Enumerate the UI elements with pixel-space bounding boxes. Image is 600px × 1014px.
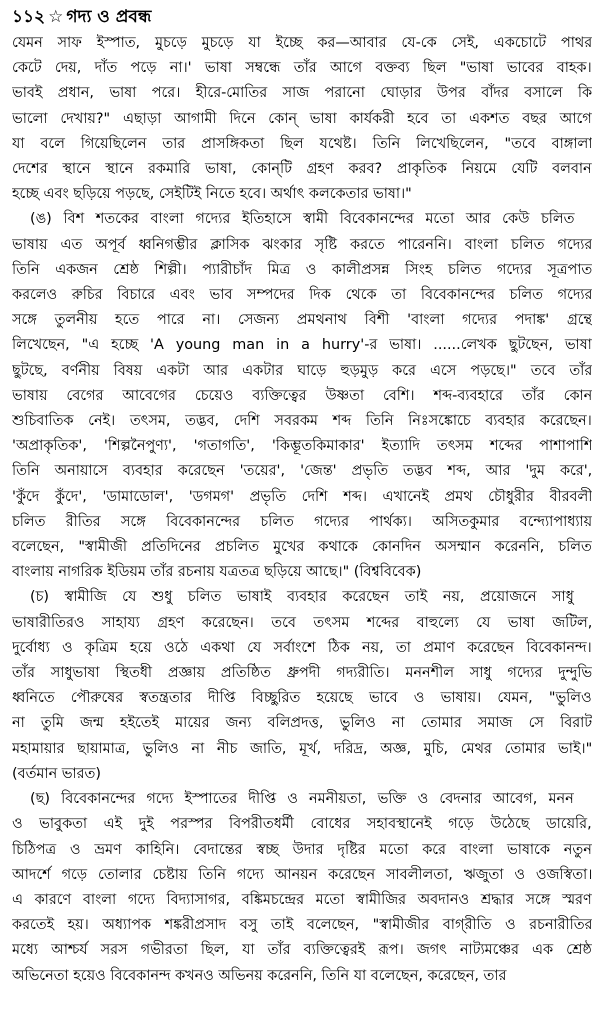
text-line: আদর্শে গড়ে তোলার চেষ্টায় তিনি গদ্যে আনয়ন করেছেন সাবলীলতা, ঋজুতা ও ওজস্বিতা। bbox=[12, 866, 592, 883]
star-ornament: ☆ bbox=[48, 7, 64, 27]
paragraph-p3 bbox=[12, 787, 592, 989]
text-line: ছুটছে, বর্ণনীয় বিষয় একটা আর একটার ঘাড়ে হুড়মুড় করে এসে পড়ছে।" তবে তাঁর bbox=[12, 362, 592, 379]
text-line: বাংলায় নাগরিক ইডিয়ম তাঁর রচনায় যত্রতত্র ছড়িয়ে আছে।" (বিশ্ববিবেক) bbox=[12, 564, 422, 581]
text-line: বলেছেন, "স্বামীজী প্রতিদিনের প্রচলিত মুখের কথাকে কোনদিন অসম্মান করেননি, চলিত bbox=[12, 539, 592, 556]
text-line: করতেই হয়। অধ্যাপক শঙ্করীপ্রসাদ বসু তাই বলেছেন, "স্বামীজীর বাগ্‌রীতি ও রচনারীতির bbox=[12, 917, 592, 934]
text-line: ভাষায় এত অপূর্ব ধ্বনিগম্ভীর ক্লাসিক ঝংকার সৃষ্টি করতে পারেননি। বাংলা চলিত গদ্যের bbox=[12, 236, 592, 253]
text-line: যা বলে গিয়েছিলেন তার প্রাসঙ্গিকতা ছিল যথেষ্ট। তিনি লিখেছিলেন, "তবে বাঙ্গালা bbox=[12, 135, 592, 152]
text-line: তাঁর সাধুভাষা স্থিতধী প্রজ্ঞায় প্রতিষ্ঠিত ধ্রুপদী গদ্যরীতি। মননশীল সাধু গদ্যের দুন্দুভি bbox=[12, 665, 592, 682]
paragraph-p0 bbox=[12, 31, 592, 207]
text-line: ধ্বনিতে পৌরুষের স্বতন্ত্রতার দীপ্তি বিচ্ছুরিত হয়েছে ভাবে ও ভাষায়। যেমন, "ভুলিও bbox=[12, 690, 592, 707]
text-line: চিঠিপত্র ও ভ্রমণ কাহিনি। বেদান্তের স্বচ্ছ উদার দৃষ্টির মতো করে বাংলা ভাষাকে নতুন bbox=[12, 841, 592, 858]
text-line: ভাষায় বেগের আবেগের চেয়েও ব্যক্তিত্বের উষ্ণতা বেশি। শব্দ-ব্যবহারে তাঁর কোন bbox=[12, 387, 592, 404]
text-line: ও ভাবুকতা এই দুই পরস্পর বিপরীতধর্মী বোধের সহাবস্থানেই গড়ে উঠেছে ডায়েরি, bbox=[12, 816, 592, 833]
text-line: তিনি একজন শ্রেষ্ঠ শিল্পী। প্যারীচাঁদ মিত্র ও কালীপ্রসন্ন সিংহ চলিত গদ্যের সূত্রপাত bbox=[12, 261, 592, 278]
paragraph-p1 bbox=[12, 207, 592, 585]
text-line: ভাষারীতিরও সাহায্য গ্রহণ করেছেন। তবে তৎসম শব্দের বাহুল্যে যে ভাষা জটিল, bbox=[12, 614, 592, 631]
text-line: মধ্যে আশ্চর্য সরস গভীরতা ছিল, যা তাঁর ব্যক্তিত্বেরই রূপ। জগৎ নাট্যমঞ্চের এক শ্রেষ্ঠ bbox=[12, 942, 592, 959]
text-line: করলেও রুচির বিচারে এবং ভাব সম্পদের দিক থেকে তা বিবেকানন্দের চলিত গদ্যের bbox=[12, 287, 592, 304]
text-line: এ কারণে বাংলা গদ্যে বিদ্যাসাগর, বঙ্কিমচন্দ্রের মতো স্বামীজির অবদানও শ্রদ্ধার সঙ্গে স্মরণ bbox=[12, 891, 592, 908]
text-line: অভিনেতা হয়েও বিবেকানন্দ কখনও অভিনয় করেননি, তিনি যা বলেছেন, করেছেন, তার bbox=[12, 967, 507, 984]
text-line: (ঙ) বিশ শতকের বাংলা গদ্যের ইতিহাসে স্বামী বিবেকানন্দের মতো আর কেউ চলিত bbox=[30, 211, 575, 228]
book-title: গদ্য ও প্রবন্ধ bbox=[66, 7, 152, 27]
text-line: (বর্তমান ভারত) bbox=[12, 765, 101, 782]
text-line: (চ) স্বামীজি যে শুধু চলিত ভাষাই ব্যবহার করেছেন তাই নয়, প্রয়োজনে সাধু bbox=[30, 589, 574, 606]
text-line: (ছ) বিবেকানন্দের গদ্যে ইস্পাতের দীপ্তি ও নমনীয়তা, ভক্তি ও বেদনার আবেগ, মনন bbox=[30, 791, 574, 808]
text-line: 'অপ্রাকৃতিক', 'শিল্পনৈপুণ্য', 'গতাগতি', 'কিম্ভূতকিমাকার' ইত্যাদি তৎসম শব্দের পাশাপাশি bbox=[12, 438, 592, 455]
text-line: তিনি অনায়াসে ব্যবহার করেছেন 'তয়ের', 'জেন্ত' প্রভৃতি তদ্ভব শব্দ, আর 'দুম করে', bbox=[12, 463, 592, 480]
text-line: শুচিবাতিক নেই। তৎসম, তদ্ভব, দেশি সবরকম শব্দ তিনি নিঃসঙ্কোচে ব্যবহার করেছেন। bbox=[12, 413, 592, 430]
text-line: চলিত রীতির সঙ্গে বিবেকানন্দের চলিত গদ্যের পার্থক্য। অসিতকুমার বন্দ্যোপাধ্যায় bbox=[12, 513, 592, 530]
running-header bbox=[12, 6, 592, 28]
text-line: সঙ্গে তুলনীয় হতে পারে না। সেজন্য প্রমথনাথ বিশী 'বাংলা গদ্যের পদাঙ্ক' গ্রন্থে bbox=[12, 312, 592, 329]
text-line: হচ্ছে এবং ছড়িয়ে পড়ছে, সেইটিই নিতে হবে। অর্থাৎ কলকেতার ভাষা।" bbox=[12, 186, 412, 203]
page-number: ১১২ bbox=[12, 7, 46, 27]
body-text bbox=[12, 31, 592, 989]
paragraph-p2 bbox=[12, 585, 592, 787]
text-line: না তুমি জন্ম হইতেই মায়ের জন্য বলিপ্রদত্ত, ভুলিও না তোমার সমাজ সে বিরাট bbox=[12, 715, 592, 732]
text-line: কেটে দেয়, দাঁত পড়ে না।' ভাষা সম্বন্ধে তাঁর আগে বক্তব্য ছিল "ভাষা ভাবের বাহক। bbox=[12, 60, 592, 77]
text-line: যেমন সাফ ইস্পাত, মুচড়ে মুচড়ে যা ইচ্ছে কর—আবার যে-কে সেই, একচোটে পাথর bbox=[12, 35, 592, 51]
text-line: 'কুঁদে কুঁদে', 'ডামাডোল', 'ডগমগ' প্রভৃতি দেশি শব্দ। এখানেই প্রমথ চৌধুরীর বীরবলী bbox=[12, 488, 592, 505]
text-line: লিখেছেন, "এ হচ্ছে 'A young man in a hurry'-র ভাষা। ......লেখক ছুটছেন, ভাষা bbox=[12, 337, 592, 354]
book-page bbox=[12, 6, 592, 1012]
text-line: মহামায়ার ছায়ামাত্র, ভুলিও না নীচ জাতি, মূর্খ, দরিদ্র, অজ্ঞ, মুচি, মেথর তোমার ভাই।" bbox=[12, 740, 592, 757]
text-line: ভালো দেখায়?" এছাড়া আগামী দিনে কোন্ ভাষা কার্যকরী হবে তা একশত বছর আগে bbox=[12, 110, 592, 127]
text-line: দুর্বোধ্য ও কৃত্রিম হয়ে ওঠে একথা যে সর্বাংশে ঠিক নয়, তা প্রমাণ করেছেন বিবেকানন্দ। bbox=[12, 639, 592, 656]
text-line: দেশের স্থানে স্থানে রকমারি ভাষা, কোন্‌টি গ্রহণ করব? প্রাকৃতিক নিয়মে যেটি বলবান bbox=[12, 161, 592, 178]
text-line: ভাবই প্রধান, ভাষা পরে। হীরে-মোতির সাজ পরানো ঘোড়ার উপর বাঁদর বসালে কি bbox=[12, 85, 592, 102]
